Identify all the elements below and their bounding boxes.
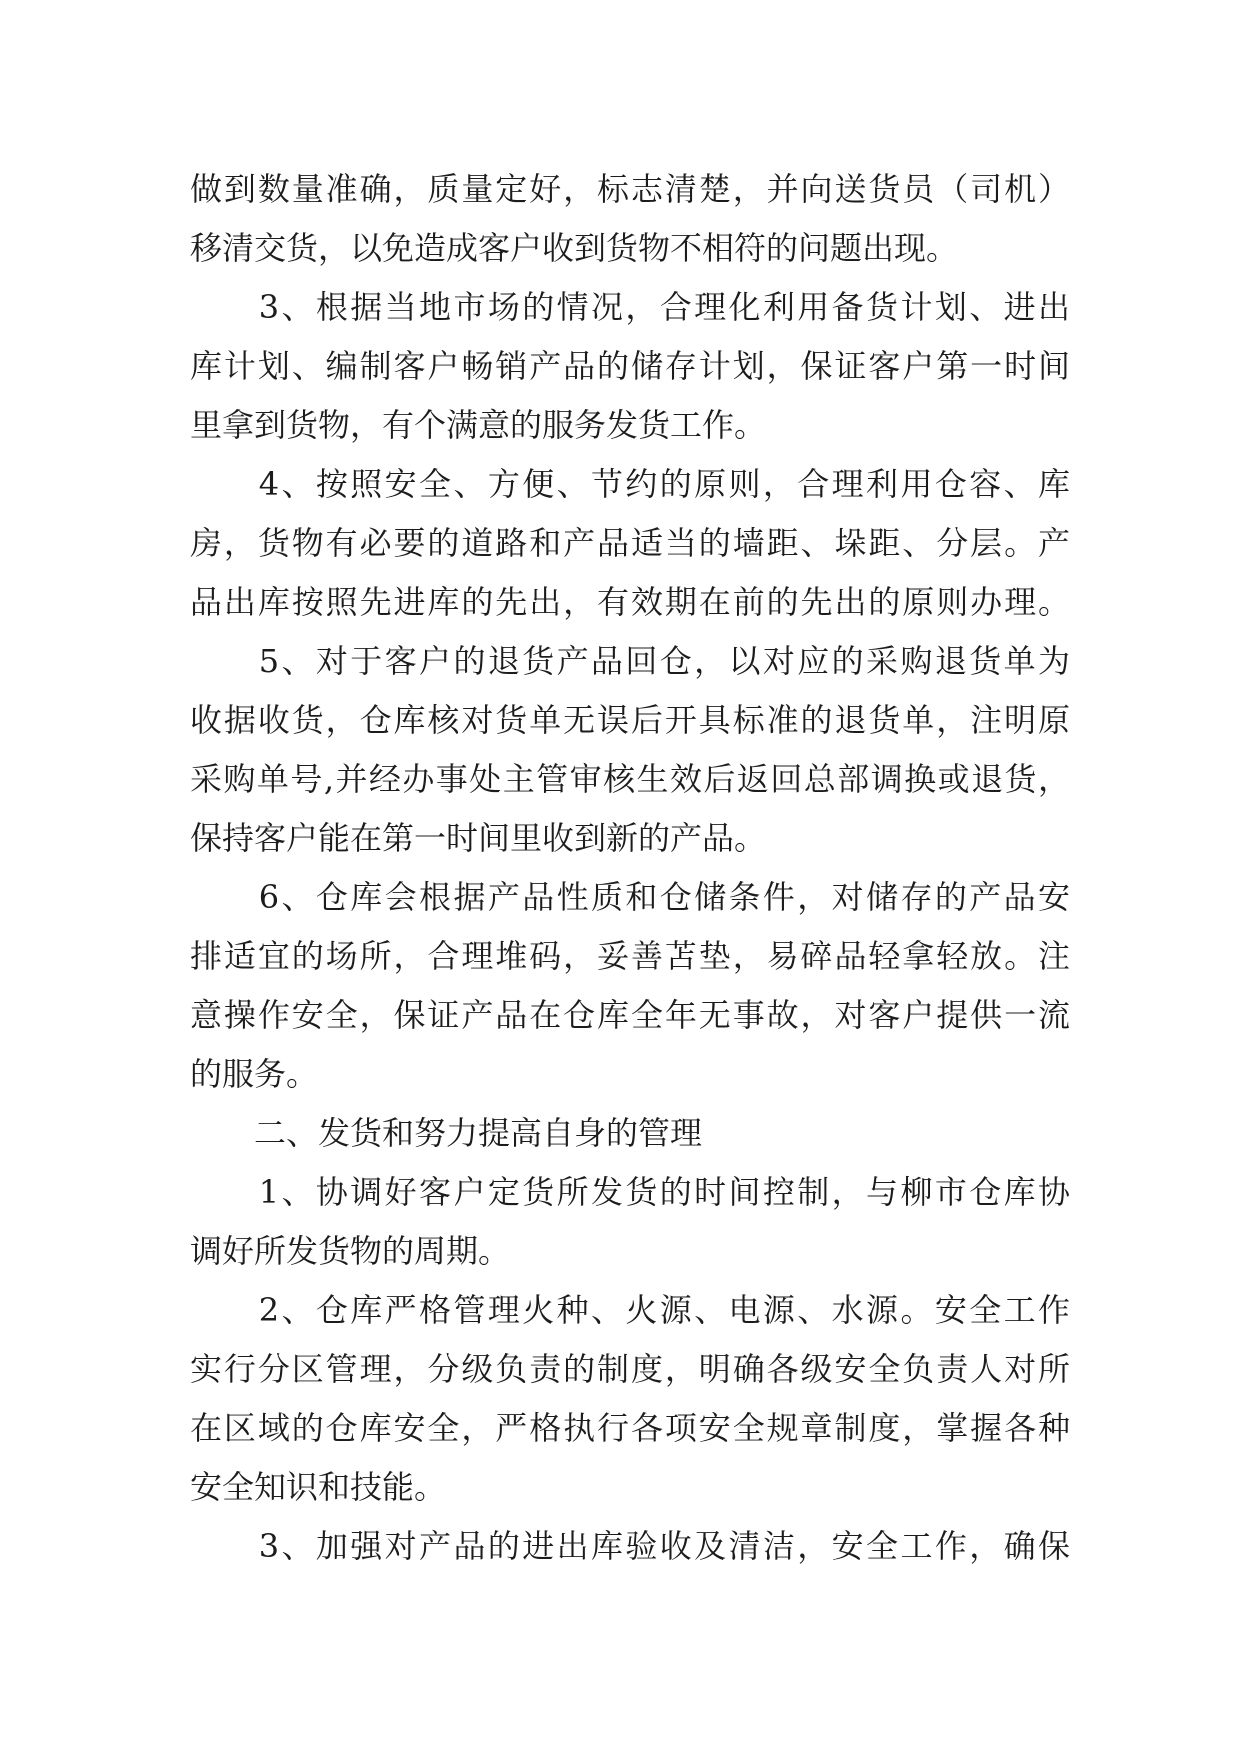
text-line: 做到数量准确，质量定好，标志清楚，并向送货员（司机） bbox=[190, 170, 1070, 208]
text-line: 安全知识和技能。 bbox=[190, 1468, 447, 1506]
text-line: 4、按照安全、方便、节约的原则，合理利用仓容、库 bbox=[190, 465, 1070, 503]
text-line: 品出库按照先进库的先出，有效期在前的先出的原则办理。 bbox=[190, 583, 1070, 621]
text-line: 3、加强对产品的进出库验收及清洁，安全工作，确保 bbox=[190, 1527, 1070, 1565]
text-line: 意操作安全，保证产品在仓库全年无事故，对客户提供一流 bbox=[190, 996, 1070, 1034]
text-line: 在区域的仓库安全，严格执行各项安全规章制度，掌握各种 bbox=[190, 1409, 1070, 1447]
text-line: 6、仓库会根据产品性质和仓储条件，对储存的产品安 bbox=[190, 878, 1070, 916]
text-line: 3、根据当地市场的情况，合理化利用备货计划、进出 bbox=[190, 288, 1070, 326]
text-line: 实行分区管理，分级负责的制度，明确各级安全负责人对所 bbox=[190, 1350, 1070, 1388]
text-line: 采购单号,并经办事处主管审核生效后返回总部调换或退货， bbox=[190, 760, 1070, 798]
text-line: 库计划、编制客户畅销产品的储存计划，保证客户第一时间 bbox=[190, 347, 1070, 385]
text-line: 保持客户能在第一时间里收到新的产品。 bbox=[190, 819, 767, 857]
text-line: 调好所发货物的周期。 bbox=[190, 1232, 511, 1270]
text-line: 的服务。 bbox=[190, 1055, 319, 1093]
text-line: 排适宜的场所，合理堆码，妥善苫垫，易碎品轻拿轻放。注 bbox=[190, 937, 1070, 975]
text-line: 1、协调好客户定货所发货的时间控制，与柳市仓库协 bbox=[190, 1173, 1070, 1211]
text-line: 5、对于客户的退货产品回仓，以对应的采购退货单为 bbox=[190, 642, 1070, 680]
text-line: 移清交货，以免造成客户收到货物不相符的问题出现。 bbox=[190, 229, 959, 267]
text-line: 2、仓库严格管理火种、火源、电源、水源。安全工作 bbox=[190, 1291, 1070, 1329]
text-line: 收据收货，仓库核对货单无误后开具标准的退货单，注明原 bbox=[190, 701, 1070, 739]
text-line: 里拿到货物，有个满意的服务发货工作。 bbox=[190, 406, 767, 444]
text-line: 房，货物有必要的道路和产品适当的墙距、垛距、分层。产 bbox=[190, 524, 1070, 562]
section-heading: 二、发货和努力提高自身的管理 bbox=[190, 1114, 703, 1152]
document-body bbox=[190, 160, 1070, 1576]
